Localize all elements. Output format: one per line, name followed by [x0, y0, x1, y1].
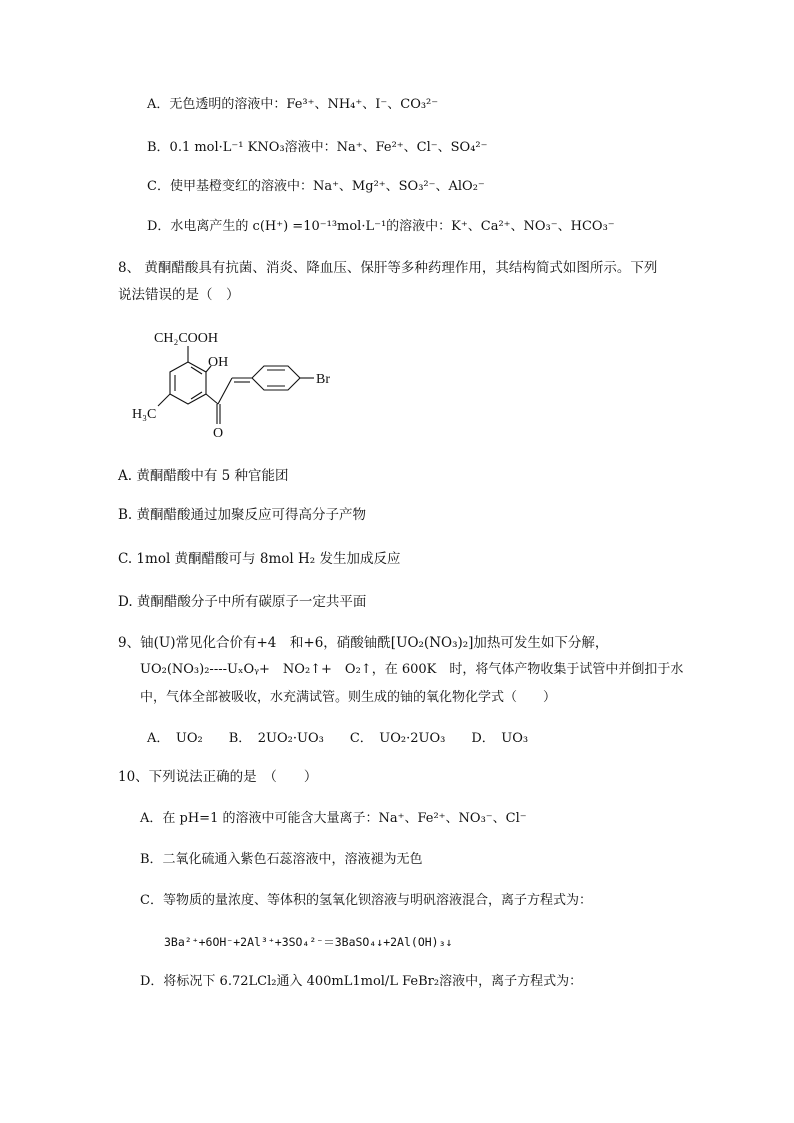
flavone-acetic-acid-structure	[128, 326, 343, 446]
q8-stem-line2: 说法错误的是（ ）	[118, 287, 240, 303]
q8-option-b: B. 黄酮醋酸通过加聚反应可得高分子产物	[118, 507, 367, 523]
q9-stem-line3: 中，气体全部被吸收，水充满试管。则生成的铀的氧化物化学式（ ）	[140, 690, 557, 705]
q7-option-d: D．水电离产生的 c(H⁺) =10⁻¹³mol·L⁻¹的溶液中：K⁺、Ca²⁺、NO₃⁻、HCO₃⁻	[147, 219, 615, 234]
q7-option-c: C．使甲基橙变红的溶液中：Na⁺、Mg²⁺、SO₃²⁻、AlO₂⁻	[147, 179, 485, 194]
structure-label-oh: OH	[208, 355, 229, 370]
q10-option-c: C．等物质的量浓度、等体积的氢氧化钡溶液与明矾溶液混合，离子方程式为：	[140, 893, 592, 908]
q8-option-a: A. 黄酮醋酸中有 5 种官能团	[118, 468, 289, 484]
q7-option-b: B．0.1 mol·L⁻¹ KNO₃溶液中：Na⁺、Fe²⁺、Cl⁻、SO₄²⁻	[147, 140, 488, 155]
structure-label-o: O	[213, 426, 224, 441]
q9-stem-line2: UO₂(NO₃)₂----UₓOᵧ+ NO₂↑+ O₂↑，在 600K 时，将气体产物收集于试管中并倒扣于水	[140, 662, 684, 677]
structure-label-h3c: H₃C	[132, 407, 157, 422]
q8-option-d: D. 黄酮醋酸分子中所有碳原子一定共平面	[118, 594, 367, 610]
structure-label-ch2cooh: CH₂COOH	[154, 331, 218, 346]
q9-stem-line1: 9、铀(U)常见化合价有+4 和+6，硝酸铀酰[UO₂(NO₃)₂]加热可发生如下分解，	[118, 635, 609, 651]
structure-label-br: Br	[316, 372, 330, 387]
q8-option-c: C. 1mol 黄酮醋酸可与 8mol H₂ 发生加成反应	[118, 551, 401, 567]
q7-option-a: A．无色透明的溶液中：Fe³⁺、NH₄⁺、I⁻、CO₃²⁻	[147, 97, 439, 112]
q10-option-c-equation: 3Ba²⁺+6OH⁻+2Al³⁺+3SO₄²⁻＝3BaSO₄↓+2Al(OH)₃↓	[164, 935, 453, 949]
q10-option-d: D．将标况下 6.72LCl₂通入 400mL1mol/L FeBr₂溶液中，离子方程式为：	[140, 974, 583, 989]
q10-option-b: B．二氧化硫通入紫色石蕊溶液中，溶液褪为无色	[140, 852, 423, 867]
q8-stem-line1: 8、 黄酮醋酸具有抗菌、消炎、降血压、保肝等多种药理作用，其结构简式如图所示。下列	[118, 260, 658, 276]
q10-option-a: A．在 pH=1 的溶液中可能含大量离子：Na⁺、Fe²⁺、NO₃⁻、Cl⁻	[140, 811, 527, 826]
q10-stem: 10、下列说法正确的是 （ ）	[118, 769, 318, 785]
q9-options: A． UO₂ B． 2UO₂·UO₃ C． UO₂·2UO₃ D． UO₃	[147, 731, 529, 746]
